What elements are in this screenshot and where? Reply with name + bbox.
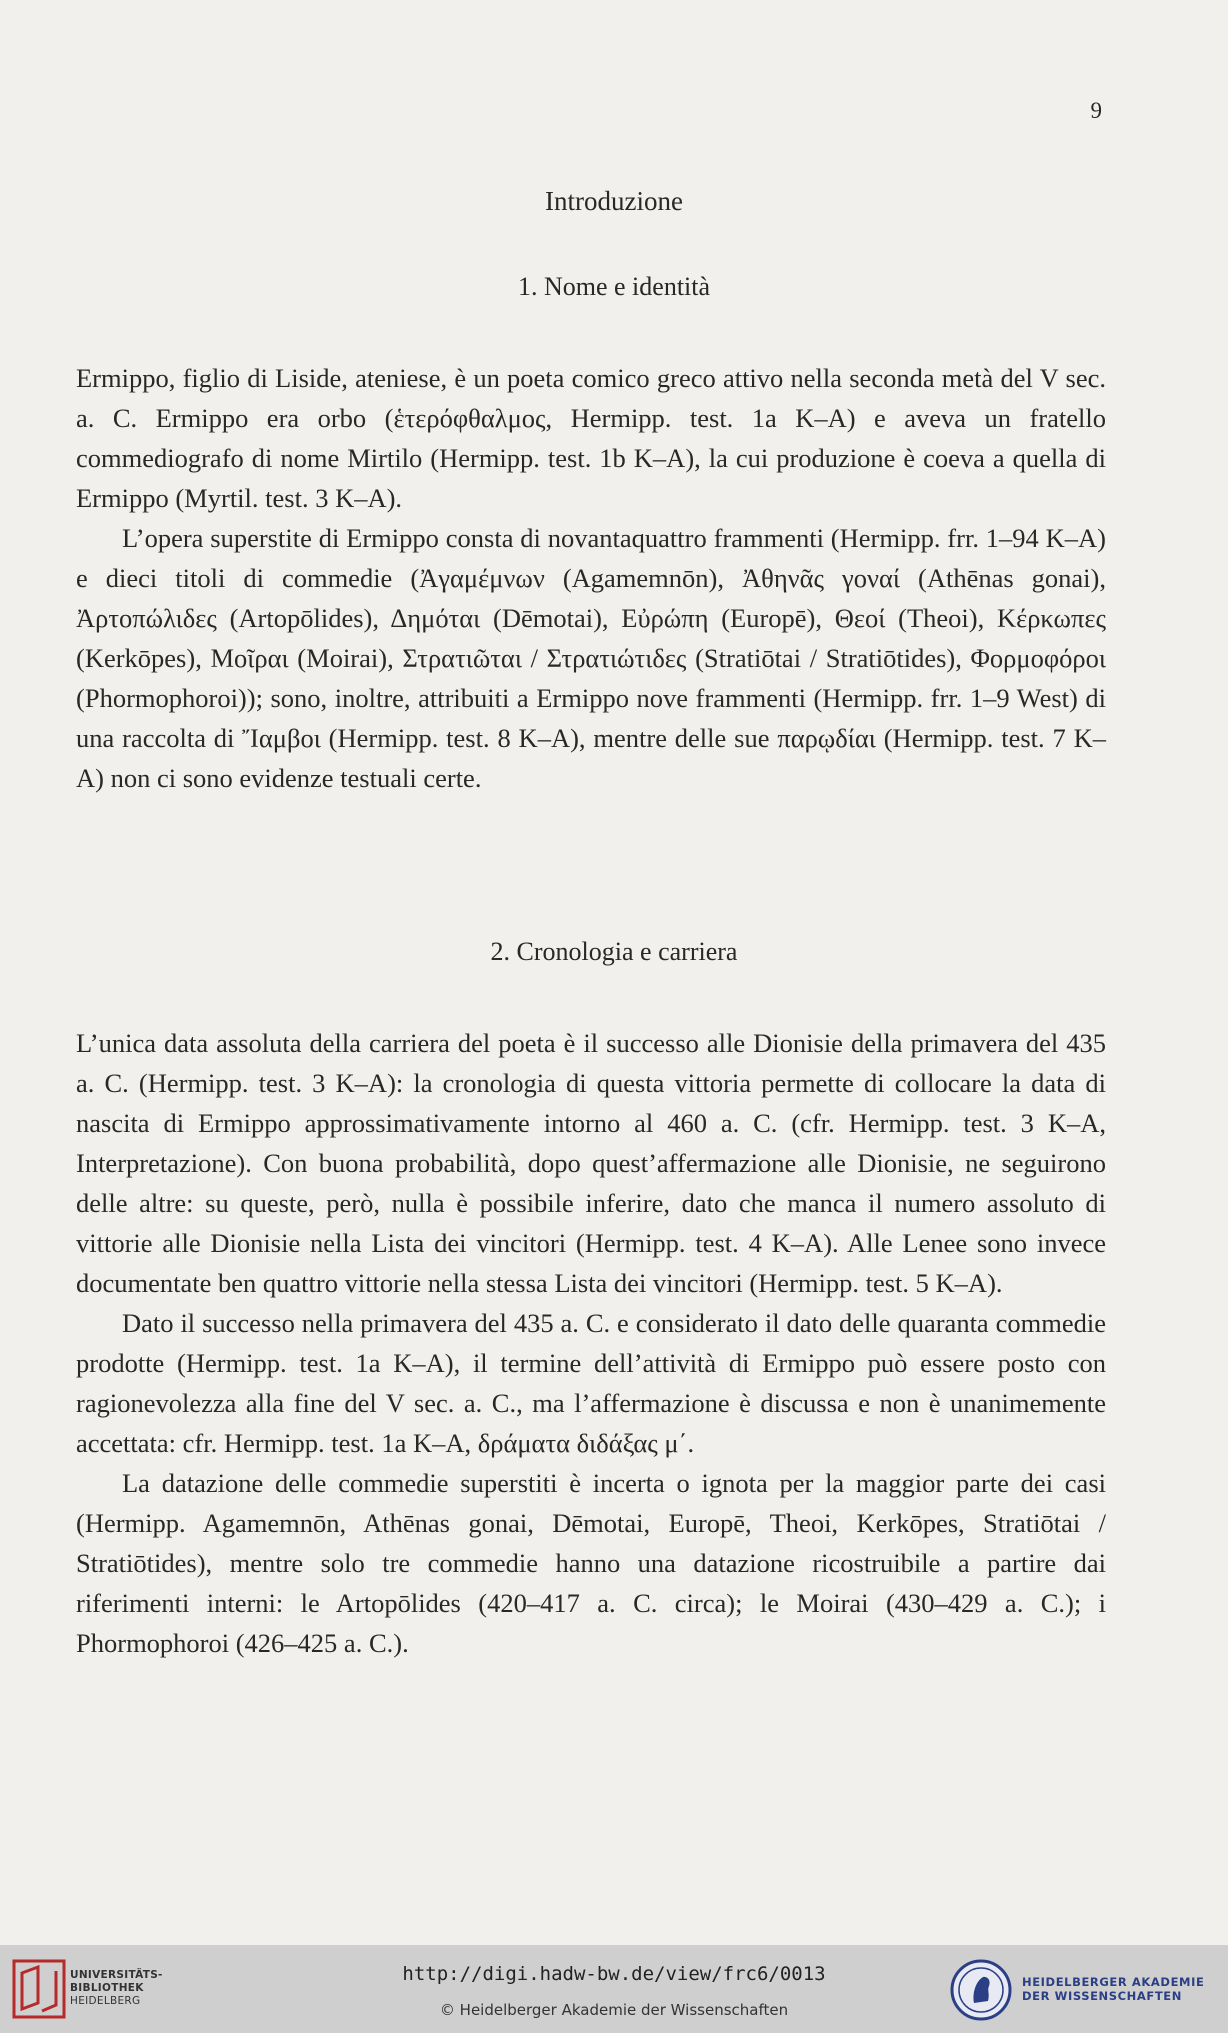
paragraph: L’unica data assoluta della carriera del poeta è il successo alle Dionisie della primavera del 435 a. C. (Hermipp. test. 3 K–A): la cronologia di questa vittoria permette di collocare la data di nascita di Ermippo approssimativamente intorno al 460 a. C. (cfr. Hermipp. test. 3 K–A, Interpretazione). Con buona probabilità, dopo quest’affermazione alle Dionisie, ne seguirono delle altre: su queste, però, nulla è possibile inferire, dato che manca il numero assoluto di vittorie alle Dionisie nella Lista dei vincitori (Hermipp. test. 4 K–A). Alle Lenee sono invece documentate ben quattro vittorie nella stessa Lista dei vincitori (Hermipp. test. 5 K–A). <box>76 1028 1106 1298</box>
page-number: 9 <box>1090 98 1102 123</box>
copyright-notice: © Heidelberger Akademie der Wissenschaften <box>439 2001 789 2019</box>
source-url-link[interactable]: http://digi.hadw-bw.de/view/frc6/0013 <box>402 1963 826 1985</box>
paragraph: Ermippo, figlio di Liside, ateniese, è un poeta comico greco attivo nella seconda metà del V sec. a. C. Ermippo era orbo (ἑτερόφθαλμος, Hermipp. test. 1a K–A) e aveva un fratello commediografo di nome Mirtilo (Hermipp. test. 1b K–A), la cui produzione è coeva a quella di Ermippo (Myrtil. test. 3 K–A). <box>76 363 1106 513</box>
paragraph: La datazione delle commedie superstiti è incerta o ignota per la maggior parte dei casi (Hermipp. Agamemnōn, Athēnas gonai, Dēmotai, Europē, Theoi, Kerkōpes, Stratiōtai / Stratiōtides), mentre solo tre commedie hanno una datazione ricostruibile a partire dai riferimenti interni: le Artopōlides (420–417 a. C. circa); le Moirai (430–429 a. C.); i Phormophoroi (426–425 a. C.). <box>76 1468 1106 1658</box>
academy-name: HEIDELBERGER AKADEMIE DER WISSENSCHAFTEN <box>1022 1975 1205 2003</box>
paragraph: L’opera superstite di Ermippo consta di novantaquattro frammenti (Hermipp. frr. 1–94 K–A) e dieci titoli di commedie (Ἀγαμέμνων (Agamemnōn), Ἀθηνᾶς γοναί (Athēnas gonai), Ἀρτοπώλιδες (Artopōlides), Δημόται (Dēmotai), Εὐρώπη (Europē), Θεοί (Theoi), Κέρκωπες (Kerkōpes), Μοῖραι (Moirai), Στρατιῶται / Στρατιώτιδες (Stratiōtai / Stratiōtides), Φορμοφόροι (Phormophoroi)); sono, inoltre, attribuiti a Ermippo nove frammenti (Hermipp. frr. 1–9 West) di una raccolta di Ἴαμβοι (Hermipp. test. 8 K–A), mentre delle sue παρῳδίαι (Hermipp. test. 7 K–A) non ci sono evidenze testuali certe. <box>76 523 1106 793</box>
paragraph: Dato il successo nella primavera del 435 a. C. e considerato il dato delle quaranta commedie prodotte (Hermipp. test. 1a K–A), il termine dell’attività di Ermippo può essere posto con ragionevolezza alla fine del V sec. a. C., ma l’affermazione è discussa e non è unanimemente accettata: cfr. Hermipp. test. 1a K–A, δράματα διδάξας μ΄. <box>76 1308 1106 1458</box>
university-library-name: UNIVERSITÄTS- BIBLIOTHEK HEIDELBERG <box>70 1969 163 2007</box>
page-title: Introduzione <box>545 186 683 216</box>
section-heading-cronologia-carriera: 2. Cronologia e carriera <box>490 937 738 966</box>
section-1-body <box>76 358 1106 798</box>
digitization-footer <box>0 1945 1228 2033</box>
academy-seal-icon <box>950 1959 1012 2021</box>
section-2-body <box>76 1023 1106 1663</box>
section-heading-nome-identita: 1. Nome e identità <box>517 272 711 301</box>
